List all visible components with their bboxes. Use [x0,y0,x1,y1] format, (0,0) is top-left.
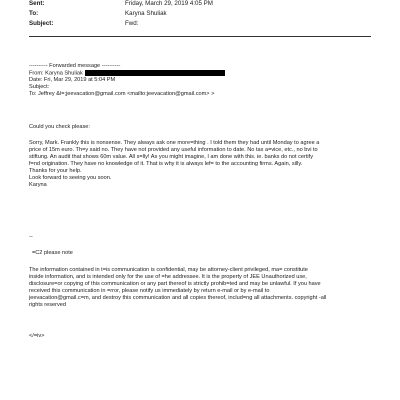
confidentiality-line: received this communication in =rror, please notify us immediately by return e-mail or by e-mail to [29,288,270,294]
sent-label: Sent: [29,0,45,7]
subject-row [29,18,389,28]
signature-dashes: -- [29,234,33,240]
message-line: stiftung. An audit that shows 60m value. All s=lly! As you might imagine, I am done with this. ie. banks do not certify [29,154,314,160]
forwarded-from: From: Karyna Shuliak [29,70,83,77]
message-line: price of 15m euro. Th=y said no. They have not provided any useful information to date. No tax a=vice, etc., no bvi to [29,147,318,153]
forwarded-subject: Subject: [29,84,50,91]
sent-row [29,0,389,8]
message-line: Thanks for your help. [29,168,82,174]
subject-label: Subject: [29,19,54,27]
redaction-bar [85,70,225,76]
message-line: f=nd origination. They have no knowledge of it. That is why it is always lef= to the accounting firms. Again, silly. [29,161,303,167]
message-line: Sorry, Mark. Frankly this is nonsense. They always ask one more=thing . I told them they had until Monday to agree a [29,140,320,146]
message-signoff: Karyna [29,182,47,188]
confidentiality-line: The information contained in t=is communication is confidential, may be attorney-client privileged, ma= constitute [29,267,308,273]
confidentiality-line: disclosure=or copying of this communication or any part thereof is strictly prohib=ted and may be unlawful. If you have [29,281,321,287]
forwarded-from-row [29,70,379,77]
forwarded-date: Date: Fri, Mar 29, 2019 at 5:04 PM [29,77,116,84]
signature-note: =C2 please note [32,250,73,256]
message-greeting: Could you check please: [29,124,90,130]
forwarded-marker: ---------- Forwarded message ---------- [29,63,121,69]
confidentiality-notice [29,267,381,309]
to-label: To: [29,9,39,17]
confidentiality-line: inside information, and is intended only for the use of =he addressee. It is the property of JEE Unauthorized use, [29,274,307,280]
email-header [29,0,389,28]
message-body [29,124,381,189]
header-divider [29,36,371,37]
closing-tag: </=iv> [29,333,45,339]
signature-block [29,234,381,257]
sent-value: Friday, March 29, 2019 4:05 PM [125,0,213,7]
confidentiality-line: rights reserved [29,302,66,308]
confidentiality-line: jeevacation@gmail.c=m, and destroy this communication and all copies thereof, includ=ng all attachments. copyright -all [29,295,327,301]
subject-value: Fwd: [125,19,139,27]
message-line: Look forward to seeing you soon. [29,175,112,181]
forwarded-block [29,63,379,98]
to-row [29,8,389,18]
to-value: Karyna Shuliak [125,9,167,17]
forwarded-to: To: Jeffrey &l=;jeevacation@gmail.com <mailto:jeevacation@gmail.com> > [29,91,215,98]
